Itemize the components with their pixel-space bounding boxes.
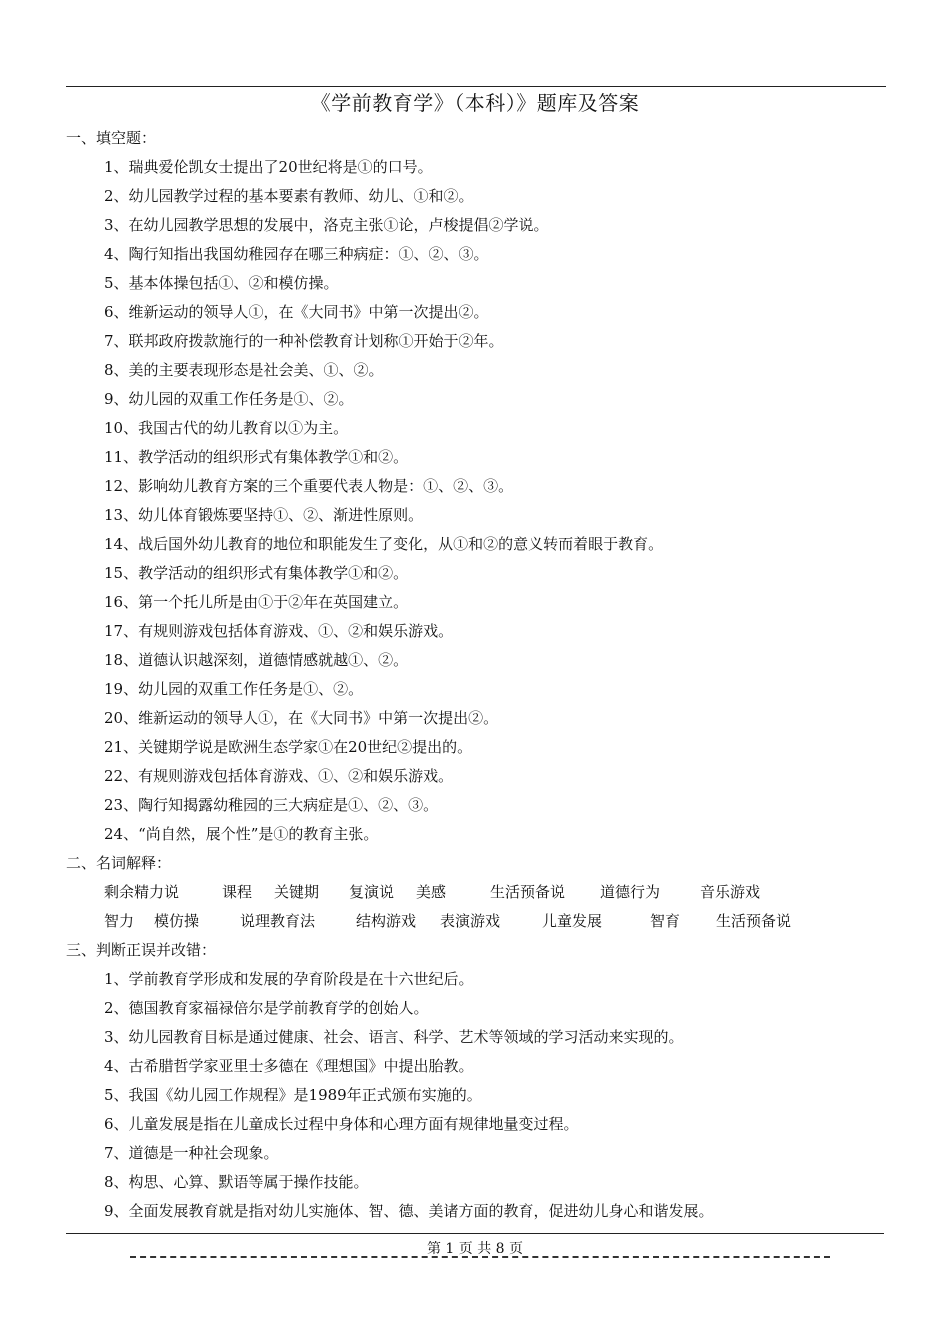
- section-heading-true-false: 三、判断正误并改错：: [66, 941, 217, 959]
- list-item: 3、幼儿园教育目标是通过健康、社会、语言、科学、艺术等领域的学习活动来实现的。: [104, 1028, 684, 1046]
- list-item: 12、影响幼儿教育方案的三个重要代表人物是：①、②、③。: [104, 477, 514, 495]
- dashed-separator: [130, 1256, 830, 1258]
- list-item: 20、维新运动的领导人①，在《大同书》中第一次提出②。: [104, 709, 499, 727]
- list-item: 5、基本体操包括①、②和模仿操。: [104, 274, 339, 292]
- list-item: 6、儿童发展是指在儿童成长过程中身体和心理方面有规律地量变过程。: [104, 1115, 579, 1133]
- term: 生活预备说: [490, 883, 566, 901]
- list-item: 3、在幼儿园教学思想的发展中，洛克主张①论，卢梭提倡②学说。: [104, 216, 549, 234]
- term: 儿童发展: [542, 912, 603, 930]
- term: 结构游戏: [356, 912, 417, 930]
- list-item: 9、全面发展教育就是指对幼儿实施体、智、德、美诸方面的教育，促进幼儿身心和谐发展。: [104, 1202, 714, 1220]
- term: 剩余精力说: [104, 883, 180, 901]
- header-rule: [66, 86, 886, 87]
- term: 生活预备说: [716, 912, 792, 930]
- list-item: 22、有规则游戏包括体育游戏、①、②和娱乐游戏。: [104, 767, 454, 785]
- list-item: 1、学前教育学形成和发展的孕育阶段是在十六世纪后。: [104, 970, 474, 988]
- term: 美感: [416, 883, 447, 901]
- list-item: 4、古希腊哲学家亚里士多德在《理想国》中提出胎教。: [104, 1057, 474, 1075]
- list-item: 7、道德是一种社会现象。: [104, 1144, 279, 1162]
- list-item: 10、我国古代的幼儿教育以①为主。: [104, 419, 349, 437]
- list-item: 2、德国教育家福禄倍尔是学前教育学的创始人。: [104, 999, 429, 1017]
- term: 关键期: [274, 883, 320, 901]
- list-item: 9、幼儿园的双重工作任务是①、②。: [104, 390, 354, 408]
- list-item: 19、幼儿园的双重工作任务是①、②。: [104, 680, 364, 698]
- footer-rule: [66, 1233, 884, 1234]
- list-item: 17、有规则游戏包括体育游戏、①、②和娱乐游戏。: [104, 622, 454, 640]
- page-title: 《学前教育学》（本科）》题库及答案: [310, 91, 640, 115]
- list-item: 15、教学活动的组织形式有集体教学①和②。: [104, 564, 409, 582]
- term: 音乐游戏: [700, 883, 761, 901]
- term: 智育: [650, 912, 681, 930]
- list-item: 21、关键期学说是欧洲生态学家①在20世纪②提出的。: [104, 738, 473, 756]
- list-item: 7、联邦政府拨款施行的一种补偿教育计划称①开始于②年。: [104, 332, 504, 350]
- term-row: [66, 878, 886, 907]
- list-item: 5、我国《幼儿园工作规程》是1989年正式颁布实施的。: [104, 1086, 482, 1104]
- list-item: 8、美的主要表现形态是社会美、①、②。: [104, 361, 384, 379]
- term-row: [66, 907, 886, 936]
- list-item: 24、“尚自然，展个性”是①的教育主张。: [104, 825, 379, 843]
- term: 表演游戏: [440, 912, 501, 930]
- list-item: 4、陶行知指出我国幼稚园存在哪三种病症：①、②、③。: [104, 245, 489, 263]
- list-item: 6、维新运动的领导人①，在《大同书》中第一次提出②。: [104, 303, 489, 321]
- list-item: 2、幼儿园教学过程的基本要素有教师、幼儿、①和②。: [104, 187, 474, 205]
- list-item: 14、战后国外幼儿教育的地位和职能发生了变化，从①和②的意义转而着眼于教育。: [104, 535, 664, 553]
- list-item: 1、瑞典爱伦凯女士提出了20世纪将是①的口号。: [104, 158, 433, 176]
- page-number: 第 1 页 共 8 页: [426, 1241, 524, 1257]
- list-item: 13、幼儿体育锻炼要坚持①、②、渐进性原则。: [104, 506, 424, 524]
- list-item: 16、第一个托儿所是由①于②年在英国建立。: [104, 593, 409, 611]
- list-item: 18、道德认识越深刻，道德情感就越①、②。: [104, 651, 409, 669]
- term: 道德行为: [600, 883, 661, 901]
- term: 智力: [104, 912, 135, 930]
- list-item: 23、陶行知揭露幼稚园的三大病症是①、②、③。: [104, 796, 439, 814]
- list-item: 11、教学活动的组织形式有集体教学①和②。: [104, 448, 409, 466]
- section-heading-terms: 二、名词解释：: [66, 854, 172, 872]
- list-item: 8、构思、心算、默语等属于操作技能。: [104, 1173, 369, 1191]
- section-heading-fill-blank: 一、填空题：: [66, 129, 157, 147]
- term: 模仿操: [154, 912, 200, 930]
- term: 说理教育法: [240, 912, 316, 930]
- term: 复演说: [349, 883, 395, 901]
- document-body: [66, 124, 886, 1226]
- term: 课程: [222, 883, 253, 901]
